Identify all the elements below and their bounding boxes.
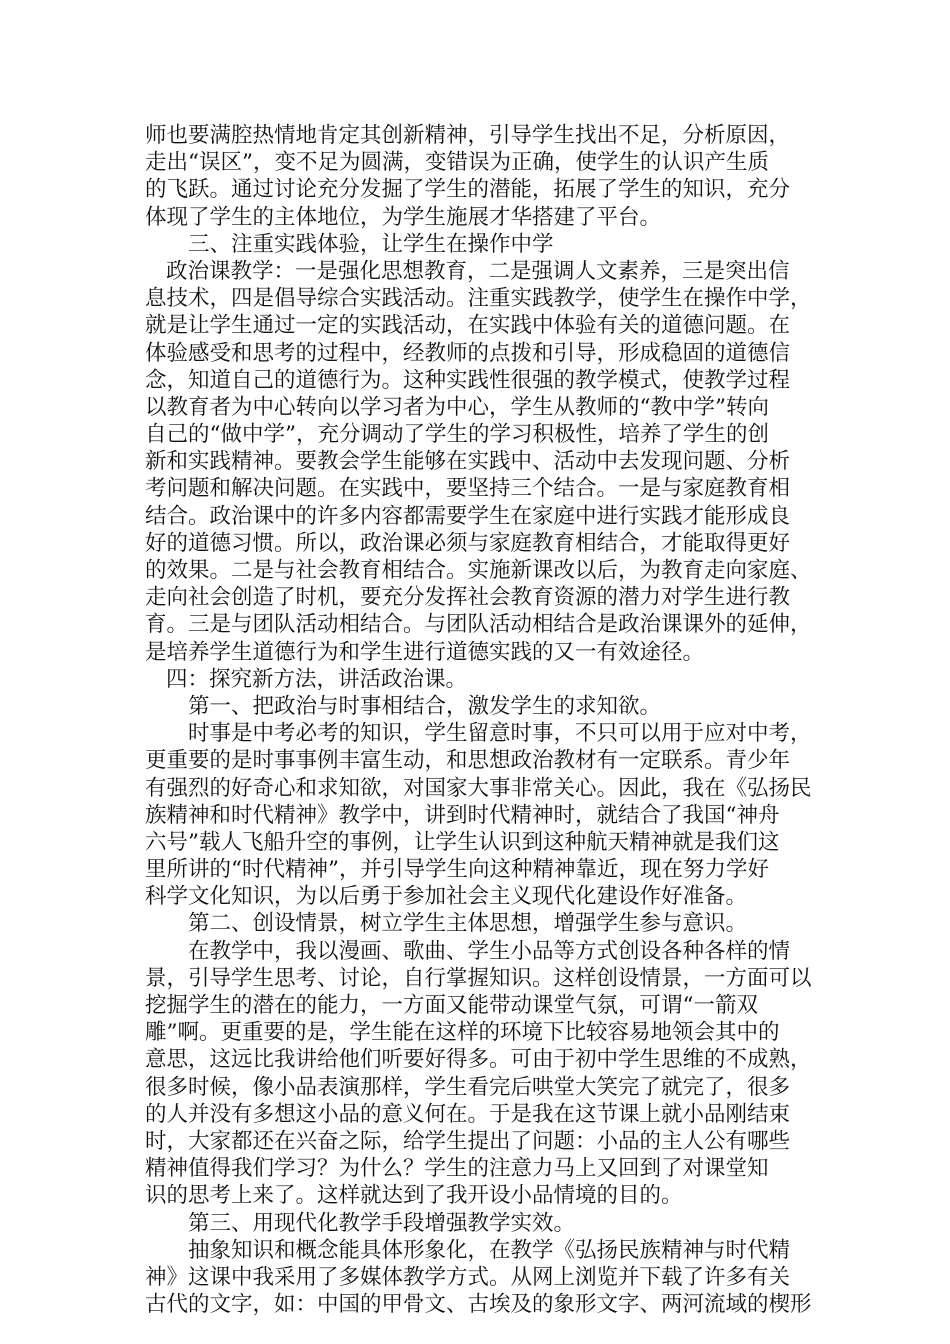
text-line: 景，引导学生思考、讨论，自行掌握知识。这样创设情景，一方面可以 xyxy=(145,965,812,991)
text-line: 族精神和时代精神》教学中，讲到时代精神时，就结合了我国“神舟 xyxy=(145,802,780,828)
text-line: 意思，这远比我讲给他们听要好得多。可由于初中学生思维的不成熟， xyxy=(145,1047,812,1073)
document-page xyxy=(145,122,813,1318)
text-line: 时，大家都还在兴奋之际，给学生提出了问题：小品的主人公有哪些 xyxy=(145,1128,791,1154)
text-line: 考问题和解决问题。在实践中，要坚持三个结合。一是与家庭教育相 xyxy=(145,476,791,502)
text-line: 的飞跃。通过讨论充分发掘了学生的潜能，拓展了学生的知识，充分 xyxy=(145,177,791,203)
text-line: 抽象知识和概念能具体形象化，在教学《弘扬民族精神与时代精 xyxy=(188,1237,791,1263)
text-line: 挖掘学生的潜在的能力，一方面又能带动课堂气氛，可谓“一箭双 xyxy=(145,993,758,1018)
text-line: 更重要的是时事事例丰富生动，和思想政治教材有一定联系。青少年 xyxy=(145,748,791,774)
text-line: 育。三是与团队活动相结合。与团队活动相结合是政治课课外的延伸， xyxy=(145,612,812,638)
text-line: 的效果。二是与社会教育相结合。实施新课改以后，为教育走向家庭、 xyxy=(145,558,812,583)
text-line: 古代的文字，如：中国的甲骨文、古埃及的象形文字、两河流域的楔形 xyxy=(145,1292,812,1318)
text-line: 识的思考上来了。这样就达到了我开设小品情境的目的。 xyxy=(145,1183,683,1209)
text-line: 体验感受和思考的过程中，经教师的点拨和引导，形成稳固的道德信 xyxy=(145,340,791,366)
text-line: 三、注重实践体验，让学生在操作中学 xyxy=(188,231,554,257)
text-line: 走向社会创造了时机，要充分发挥社会教育资源的潜力对学生进行教 xyxy=(145,585,791,611)
text-line: 精神值得我们学习？为什么？学生的注意力马上又回到了对课堂知 xyxy=(145,1156,769,1182)
text-line: 就是让学生通过一定的实践活动，在实践中体验有关的道德问题。在 xyxy=(145,313,791,339)
text-line: 很多时候，像小品表演那样，学生看完后哄堂大笑完了就完了，很多 xyxy=(145,1074,791,1100)
text-line: 师也要满腔热情地肯定其创新精神，引导学生找出不足，分析原因， xyxy=(145,123,791,148)
text-line: 结合。政治课中的许多内容都需要学生在家庭中进行实践才能形成良 xyxy=(145,503,791,529)
text-line: 四：探究新方法，讲活政治课。 xyxy=(166,666,468,692)
text-line: 雕”啊。更重要的是，学生能在这样的环境下比较容易地领会其中的 xyxy=(145,1020,780,1046)
text-line: 时事是中考必考的知识，学生留意时事，不只可以用于应对中考， xyxy=(188,721,812,747)
text-line: 六号”载人飞船升空的事例，让学生认识到这种航天精神就是我们这 xyxy=(145,829,780,855)
text-line: 科学文化知识，为以后勇于参加社会主义现代化建设作好准备。 xyxy=(145,884,748,910)
text-line: 以教育者为中心转向以学习者为中心，学生从教师的“教中学”转向 xyxy=(145,394,769,420)
text-line: 息技术，四是倡导综合实践活动。注重实践教学，使学生在操作中学， xyxy=(145,286,812,312)
text-line: 第一、把政治与时事相结合，激发学生的求知欲。 xyxy=(188,693,662,719)
text-line: 新和实践精神。要教会学生能够在实践中、活动中去发现问题、分析 xyxy=(145,449,791,475)
text-line: 神》这课中我采用了多媒体教学方式。从网上浏览并下载了许多有关 xyxy=(145,1264,791,1290)
text-line: 第二、创设情景，树立学生主体思想，增强学生参与意识。 xyxy=(188,911,748,937)
text-line: 政治课教学：一是强化思想教育，二是强调人文素养，三是突出信 xyxy=(166,258,790,284)
text-line: 念，知道自己的道德行为。这种实践性很强的教学模式，使教学过程 xyxy=(145,367,791,393)
text-line: 是培养学生道德行为和学生进行道德实践的又一有效途径。 xyxy=(145,639,705,665)
text-line: 第三、用现代化教学手段增强教学实效。 xyxy=(188,1210,576,1236)
text-line: 有强烈的好奇心和求知欲，对国家大事非常关心。因此，我在《弘扬民 xyxy=(145,775,812,801)
text-line: 里所讲的“时代精神”，并引导学生向这种精神靠近，现在努力学好 xyxy=(145,857,769,883)
text-line: 走出“误区”，变不足为圆满，变错误为正确，使学生的认识产生质 xyxy=(145,150,769,176)
text-line: 的人并没有多想这小品的意义何在。于是我在这节课上就小品刚结束 xyxy=(145,1101,791,1127)
text-line: 自己的“做中学”，充分调动了学生的学习积极性，培养了学生的创 xyxy=(145,422,769,448)
text-line: 在教学中，我以漫画、歌曲、学生小品等方式创设各种各样的情 xyxy=(188,938,791,964)
text-line: 好的道德习惯。所以，政治课必须与家庭教育相结合，才能取得更好 xyxy=(145,530,791,556)
text-line: 体现了学生的主体地位，为学生施展才华搭建了平台。 xyxy=(145,204,662,230)
